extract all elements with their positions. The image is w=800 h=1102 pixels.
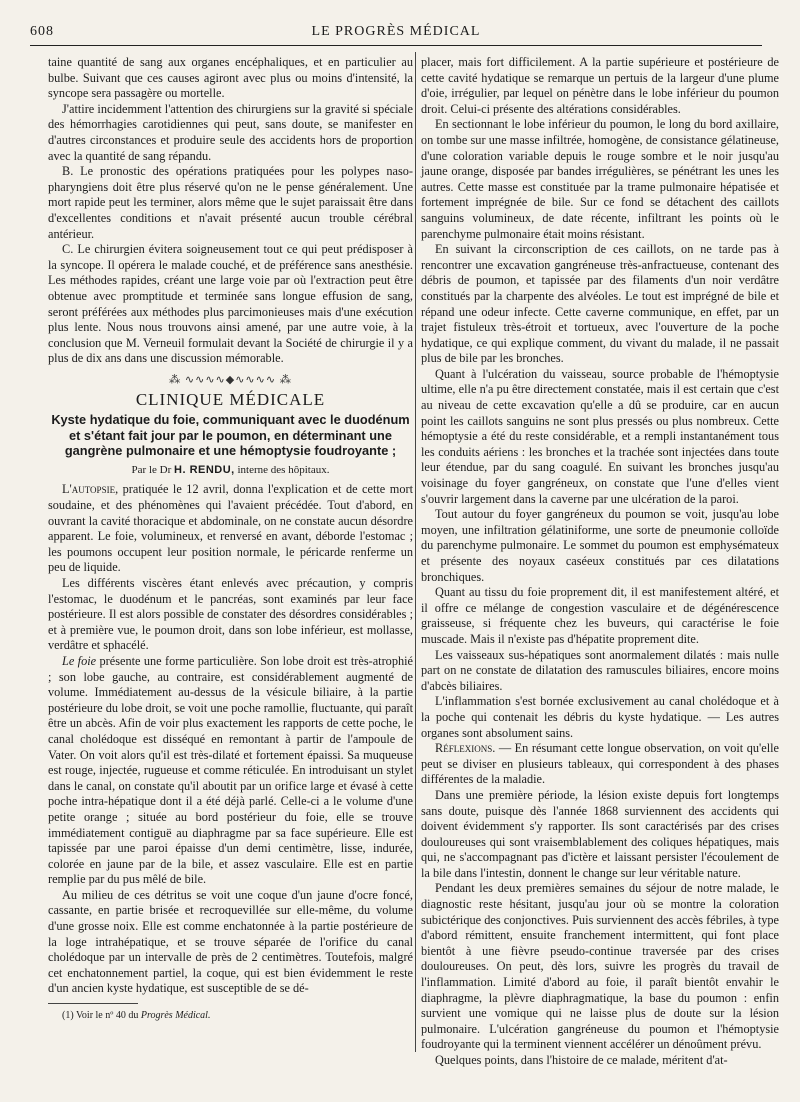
paragraph: Les vaisseaux sus-hépatiques sont anormalement dilatés : mais nulle part on ne constate de dilatation des ramuscules biliaires, encore moins d'abcès biliaires.: [421, 647, 779, 693]
paragraph: L'inflammation s'est bornée exclusivement au canal cholédoque et à la poche qui contenait les débris du kyste hydatique. — Les autres organes sont absolument sains.: [421, 694, 779, 740]
paragraph: C. Le chirurgien évitera soigneusement tout ce qui peut prédisposer à la syncope. Il opérera le malade couché, et de préférence sans anesthésie. Les méthodes rapides, créant une large voie par où l'extraction peut être obtenue avec promptitude et terminée sans longue effusion de sang, seront préférées aux méthodes plus parcimonieuses mais d'une exécution plus lente. Nous nous trouvons ainsi amené, par une autre voie, à la conclusion que M. Verneuil formulait devant la Société de chirurgie il y a plus de dix ans dans une discussion mémorable.: [48, 242, 413, 366]
footnote-rule: [48, 1003, 138, 1004]
paragraph: Pendant les deux premières semaines du séjour de notre malade, le diagnostic reste hésitant, jusqu'au jour où se montre la coloration subictérique des conjonctives. Puis surviennent des accès fébriles, à type d'abord rémittent, ensuite franchement intermittent, qui font place bientôt à une fièvre pseudo-continue traversée par des crises douloureuses. On peut, dès lors, suivre les progrès du travail de l'inflammation. Limité d'abord au foie, il paraît bientôt envahir le diaphragme, la plèvre diaphragmatique, la base du poumon : enfin survient une vomique qui ne laisse plus de doute sur la lésion pulmonaire. L'ulcération gangréneuse du poumon et l'hémoptysie foudroyante qui la terminent viennent accélérer un dénoûment prévu.: [421, 881, 779, 1052]
footnote-journal: Progrès Médical.: [140, 1010, 211, 1022]
paragraph: Le foie présente une forme particulière. Son lobe droit est très-atrophié ; son lobe gauche, au contraire, est considérablement augmenté de volume. Immédiatement au-dessus de la vésicule biliaire, à la partie postérieure du lobe droit, se voit une poche ramollie, fluctuante, qui paraît être un abcès. Afin de voir plus exactement les rapports de cette poche, le canal cholédoque est disséqué en remontant à partir de l'ampoule de Vater. On voit alors qu'il est très-dilaté et fortement épaissi. Sa muqueuse est rouge, injectée, rugueuse et comme réticulée. En introduisant un stylet dans le canal, on constate qu'il aboutit par un orifice large et évasé à cette poche intra-hépatique dont il a été déjà parlé. Celle-ci a le volume d'une petite orange ; située au bord postérieur du foie, elle se trouve immédiatement contiguë au diaphragme par sa face supérieure. Elle est tapissée par une paroi épaisse d'un demi centimètre, lisse, indurée, colorée en jaune par de la bile, et assez vasculaire. Elle est en partie remplie par du pus mêlé de bile.: [48, 653, 413, 887]
paragraph: Quant au tissu du foie proprement dit, il est manifestement altéré, et il offre ce mélange de congestion vasculaire et de dégénérescence graisseuse, si fréquente chez les buveurs, qui caractérise le foie muscade. Mais il n'existe pas d'hépatite proprement dite.: [421, 585, 779, 646]
section-ornament: ⁂ ∿∿∿∿◆∿∿∿∿ ⁂: [169, 373, 292, 386]
paragraph: Les différents viscères étant enlevés avec précaution, y compris l'estomac, le duodénum et le pancréas, sont examinés par leur face postérieure. Il est alors possible de constater des désordres considérables ; et à première vue, le poumon droit, dans son lobe inférieur, est mollasse, verdâtre et sphacélé.: [48, 576, 413, 653]
header-rule: [30, 45, 762, 46]
byline-suffix: interne des hôpitaux.: [237, 463, 330, 476]
paragraph: placer, mais fort difficilement. A la partie supérieure et postérieure de cette cavité hydatique se remarque un pertuis de la largeur d'une plume d'oie, irrégulier, par lequel on pénètre dans le lobe inférieur du poumon droit. Celui-ci présente des altérations considérables.: [421, 55, 779, 116]
paragraph: J'attire incidemment l'attention des chirurgiens sur la gravité si spéciale des hémorrhagies carotidiennes qui peut, sans doute, se manifester en d'autres circonstances et produire seule des accidents hors de proportion avec la quantité de sang répandu.: [48, 101, 413, 163]
right-column: [421, 55, 779, 1069]
column-divider: [415, 52, 416, 1052]
section-title: CLINIQUE MÉDICALE: [135, 390, 326, 410]
running-header: [30, 24, 762, 46]
paragraph: taine quantité de sang aux organes encéphaliques, et en particulier au bulbe. Suivant que ces causes agiront avec plus ou moins d'intensité, la syncope sera passagère ou mortelle.: [48, 55, 413, 101]
byline-prefix: Par le Dr: [131, 463, 172, 476]
lead-word: Réflexions.: [435, 741, 496, 756]
lead-word: L'autopsie: [62, 482, 116, 497]
paragraph: Tout autour du foyer gangréneux du poumon se voit, jusqu'au lobe moyen, une infiltration gélatiniforme, une sorte de pneumonie colloïde du parenchyme pulmonaire. Le sommet du poumon est emphysémateux et présente des noyaux caséeux constitués par ces dilatations bronchiques.: [421, 507, 779, 584]
journal-title: LE PROGRÈS MÉDICAL: [311, 24, 481, 39]
paragraph: Quant à l'ulcération du vaisseau, source probable de l'hémoptysie ultime, elle n'a pu être directement constatée, mais il est certain que c'est au niveau de cette excavation qu'elle a dû se produire, car en aucun point les caillots sanguins ne sont plus pressés ou plus nombreux. Cette hémoptysie a été du reste considérable, et a rempli instantanément tous les conduits aériens : les bronches et la trachée sont injectées dans toute leur étendue, par du sang coagulé. En suivant les bronches jusqu'au voisinage du foyer gangréneux, on constate que l'une d'elles vient s'ouvrir largement dans la caverne par une ulcération de la paroi.: [421, 366, 779, 506]
paragraph: L'autopsie, pratiquée le 12 avril, donna l'explication et de cette mort soudaine, et des phénomènes qui l'avaient précédée. Tout d'abord, en ouvrant la cavité thoracique et abdominale, on ne constate aucun désordre apparent. Le foie, volumineux, et renversé en avant, déborde l'estomac ; les poumons occupent leur position normale, le péricarde renferme un peu de liquide.: [48, 482, 413, 575]
paragraph: Au milieu de ces détritus se voit une coque d'un jaune d'ocre foncé, cassante, en partie brisée et recroquevillée sur elle-même, du volume d'une grosse noix. Elle est comme enchatonnée à la partie postérieure de la loge intrahépatique, et se trouve séparée de l'orifice du canal cholédoque par un intervalle de près de 2 centimètres. Toutefois, malgré cet enchatonnement partiel, la coque, qui est bien évidemment le reste d'un ancien kyste hydatique, est susceptible de se dé-: [48, 887, 413, 996]
paragraph: Dans une première période, la lésion existe depuis fort longtemps sans doute, puisque dès l'année 1868 surviennent des accidents qui doivent évidemment s'y rapporter. Ils sont caractérisés par des crises douloureuses qui sont vraisemblablement des coliques hépatiques, mais qui, ne s'accompagnant pas d'ictère et laissant persister l'écoulement de la bile dans l'intestin, donnent le change sur leur véritable nature.: [421, 787, 779, 880]
lead-word: Le foie: [62, 653, 97, 668]
article-title: Kyste hydatique du foie, communiquant avec le duodénum et s'étant fait jour par le poumon, en déterminant une gangrène pulmonaire et une hémoptysie foudroyante ;: [51, 412, 410, 459]
byline-author: H. RENDU,: [174, 463, 235, 476]
paragraph: En suivant la circonscription de ces caillots, on ne tarde pas à rencontrer une excavation gangréneuse très-anfractueuse, contenant des débris de poumon, et tapissée par des filaments d'un noir verdâtre constitués par la charpente des alvéoles. Le tout est imprégné de bile et répand une odeur infecte. Cette caverne communique, en effet, par un trajet fistuleux très-étroit et tortueux, avec l'ouverture de la poche hydatique, ce qui explique comment, du vivant du malade, il ne passait plus de bile par les bronches.: [421, 242, 779, 366]
byline: [48, 463, 413, 479]
page-number: 608: [30, 24, 54, 39]
paragraph: Quelques points, dans l'histoire de ce malade, méritent d'at-: [435, 1053, 728, 1067]
left-column: [48, 55, 413, 1024]
footnote: (1) Voir le nº 40 du Progrès Médical.: [62, 1010, 211, 1022]
paragraph: B. Le pronostic des opérations pratiquées pour les polypes naso-pharyngiens doit être plus réservé qu'on ne le pense généralement. Une mort rapide peut les terminer, alors même que le sujet paraissait être dans d'excellentes conditions et n'avait présenté aucun trouble cérébral antérieur.: [48, 164, 413, 241]
paragraph: En sectionnant le lobe inférieur du poumon, le long du bord axillaire, on tombe sur une masse infiltrée, homogène, de consistance gélatineuse, d'une coloration variable depuis le rouge sombre et le noir jusqu'au jaune orange, disposée par bandes irrégulières, se pénétrant les unes les autres. Cette masse est constituée par la trame pulmonaire hépatisée et fortement imprégnée de bile. Sur ce fond se détachent des caillots sanguins volumineux, de date récente, infiltrant les points où le parenchyme pulmonaire était moins résistant.: [421, 117, 779, 241]
paragraph: Réflexions. — En résumant cette longue observation, on voit qu'elle peut se diviser en plusieurs tableaux, qui correspondent à des phases différentes de la maladie.: [421, 741, 779, 787]
